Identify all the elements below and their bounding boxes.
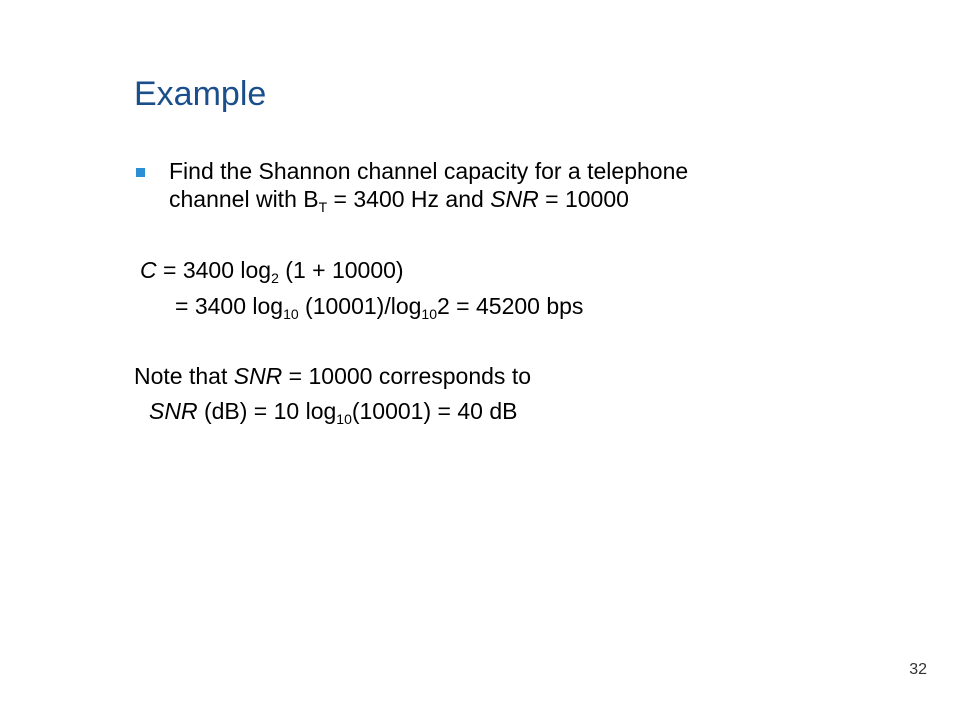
snr-variable: SNR (233, 363, 283, 389)
note-line-1-part-a: Note that (134, 363, 234, 389)
equation-line-2-part-b: (10001)/log (298, 293, 422, 319)
capacity-variable: C (140, 257, 157, 283)
note-line-2-part-a: (dB) = 10 log (197, 398, 337, 424)
equation-line-1-part-a: = 3400 log (156, 257, 272, 283)
equation-line-2 (175, 292, 583, 320)
equation-line-1-part-b: (1 + 10000) (278, 257, 404, 283)
bullet-line-2 (169, 185, 688, 213)
page-number: 32 (909, 661, 927, 678)
snr-variable: SNR (149, 398, 198, 424)
bullet-text (169, 157, 688, 213)
note-line-2-part-b: (10001) = 40 dB (351, 398, 518, 424)
bandwidth-subscript: T (318, 199, 328, 215)
slide-title: Example (134, 75, 267, 113)
log-base-subscript: 10 (421, 306, 437, 322)
note-line-1-part-b: = 10000 corresponds to (282, 363, 531, 389)
equation-line-1 (140, 256, 404, 284)
bullet-line-2-part-b: = 3400 Hz and (327, 186, 491, 212)
equation-line-2-part-c: 2 = 45200 bps (436, 293, 584, 319)
square-bullet-icon (136, 168, 145, 177)
note-line-1 (134, 362, 531, 390)
bullet-line-1-text: Find the Shannon channel capacity for a telephone (169, 158, 689, 184)
log-base-subscript: 10 (283, 306, 299, 322)
equation-line-2-part-a: = 3400 log (175, 293, 284, 319)
note-line-2 (149, 397, 517, 425)
bullet-line-2-part-a: channel with B (169, 186, 319, 212)
log-base-subscript: 2 (271, 270, 279, 286)
snr-variable: SNR (490, 186, 539, 212)
log-base-subscript: 10 (336, 411, 352, 427)
bullet-line-2-part-c: = 10000 (538, 186, 629, 212)
bullet-line-1 (169, 157, 688, 185)
